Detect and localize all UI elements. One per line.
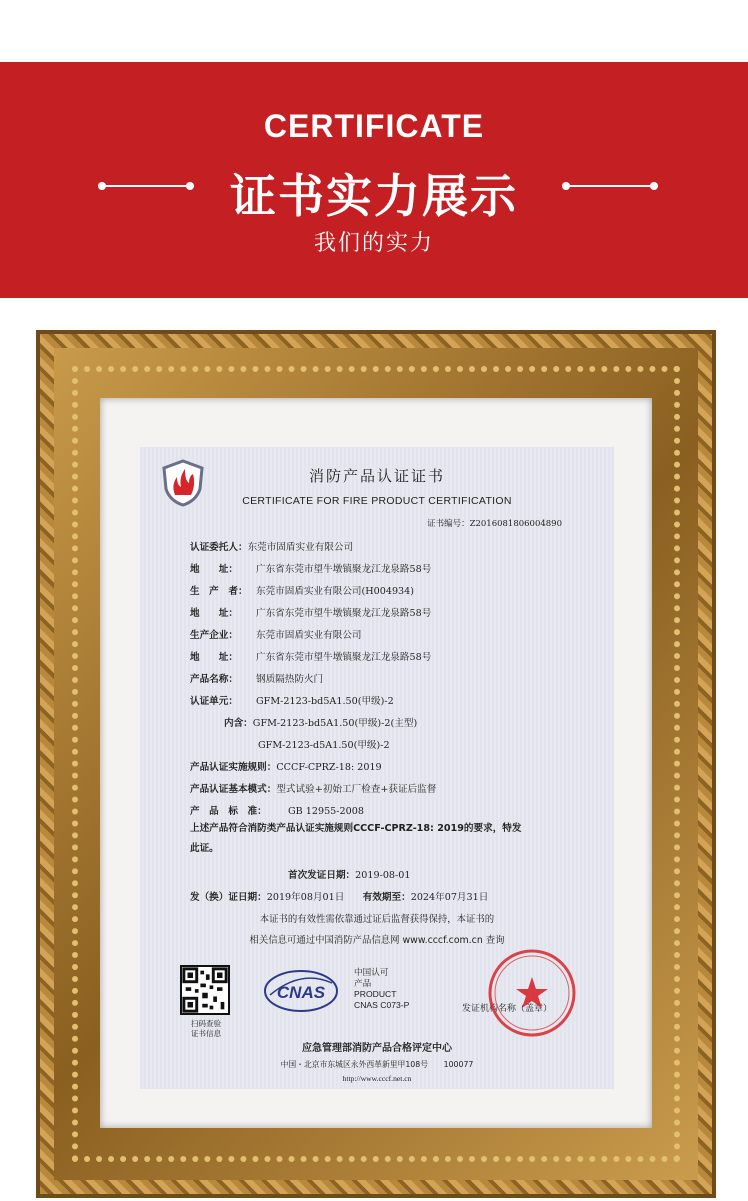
certificate-document (140, 447, 614, 1089)
banner-title-zh: 证书实力展示 (230, 169, 518, 223)
field-row: 认证单元： GFM-2123-bd5A1.50(甲级)-2 (190, 696, 394, 707)
official-seal-icon (486, 947, 578, 1039)
validity-note: 本证书的有效性需依靠通过证后监督获得保持，本证书的 相关信息可通过中国消防产品信息网 www.cccf.com.cn 查询 (249, 914, 505, 946)
banner-title-en: CERTIFICATE (263, 108, 485, 144)
certificate-number: 证书编号：Z2016081806004890 (427, 519, 562, 529)
qr-caption: 扫码查验 证书信息 (190, 1019, 222, 1038)
qr-code-icon (180, 965, 230, 1015)
certificate-title-zh: 消防产品认证证书 (308, 467, 445, 485)
certificate-title-en: CERTIFICATE FOR FIRE PRODUCT CERTIFICATION (242, 495, 512, 507)
field-row: 产品名称： 钢质隔热防火门 (190, 674, 324, 685)
field-row: GFM-2123-d5A1.50(甲级)-2 (258, 740, 390, 751)
cnas-logo (262, 965, 340, 1017)
field-row: 地 址： 广东省东莞市望牛墩镇聚龙江龙泉路58号 (190, 564, 432, 575)
field-row: 认证委托人：东莞市固盾实业有限公司 (190, 542, 354, 553)
field-row: 生产企业： 东莞市固盾实业有限公司 (190, 630, 362, 641)
issuer-label: 发证机构名称（盖章） (462, 1004, 553, 1014)
field-row: 生 产 者： 东莞市固盾实业有限公司(H004934) (190, 586, 415, 597)
banner-dot-right-outer (650, 182, 658, 190)
banner-divider-right (566, 185, 654, 187)
field-row: 内含：GFM-2123-bd5A1.50(甲级)-2(主型) (224, 718, 418, 729)
organization-url: http://www.cccf.net.cn (342, 1074, 412, 1083)
issue-date-row: 发（换）证日期：2019年08月01日 有效期至：2024年07月31日 (190, 892, 489, 903)
first-issue-date-row: 首次发证日期：2019-08-01 (288, 870, 411, 881)
field-row: 地 址： 广东省东莞市望牛墩镇聚龙江龙泉路58号 (190, 652, 432, 663)
banner-subtitle: 我们的实力 (313, 231, 434, 256)
cnas-logo-text: CNAS (276, 983, 326, 1002)
field-row: 产品认证实施规则：CCCF-CPRZ-18: 2019 (190, 762, 382, 773)
field-row: 产 品 标 准： GB 12955-2008 (190, 806, 364, 817)
field-row: 产品认证基本模式：型式试验+初始工厂检查+获证后监督 (190, 784, 437, 795)
organization-address: 中国・北京市东城区永外西革新里甲108号 100077 (280, 1060, 474, 1069)
field-row: 地 址： 广东省东莞市望牛墩镇聚龙江龙泉路58号 (190, 608, 432, 619)
accreditation-text: 中国认可 产品 PRODUCT CNAS C073-P (354, 967, 410, 1010)
issuing-organization: 应急管理部消防产品合格评定中心 (302, 1043, 452, 1054)
banner-dot-right-inner (562, 182, 570, 190)
header-banner (0, 62, 748, 298)
certification-statement: 上述产品符合消防类产品认证实施规则CCCF-CPRZ-18: 2019的要求，特发 此证。 (190, 823, 522, 854)
